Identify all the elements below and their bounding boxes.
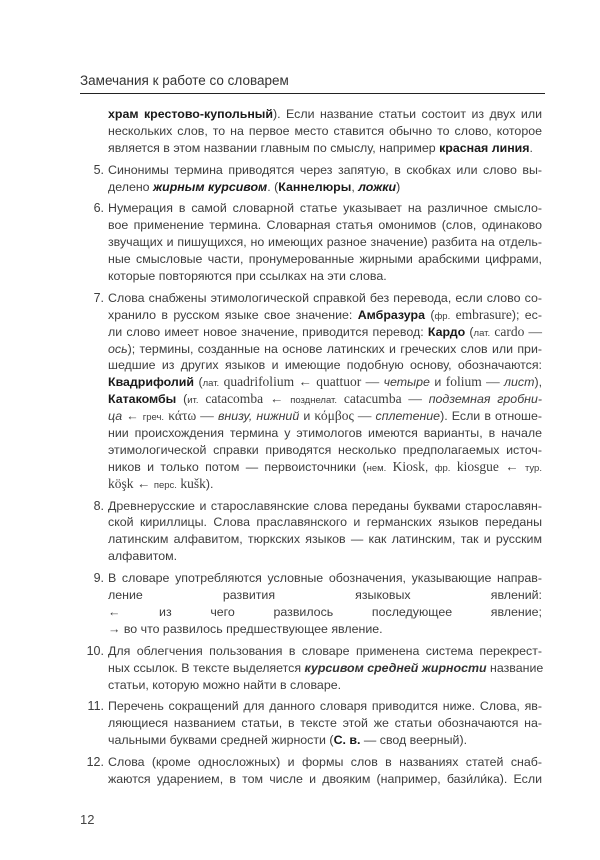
text-segment: , [351, 179, 359, 194]
text-segment: köşk ← [108, 475, 151, 491]
text-segment: ца [108, 409, 123, 424]
text-segment: cardo — [494, 323, 542, 339]
text-line [108, 200, 542, 217]
text-line [108, 268, 542, 285]
text-segment: алфавитом. [108, 549, 178, 564]
text-segment: ось [108, 341, 128, 356]
text-segment: название [486, 660, 544, 675]
text-segment: catacomba ← [205, 391, 284, 407]
text-line [108, 732, 542, 749]
text-segment: нии происхождения термина у этимологов имеются варианты, в начале [108, 426, 542, 441]
text-segment: подземная гробни- [428, 392, 543, 407]
text-segment: жирным курсивом [153, 179, 268, 194]
text-segment: Для облегчения пользования в словаре применена система перекрест- [108, 643, 542, 658]
text-line [108, 771, 542, 788]
text-segment: является в этом названии главным по смыслу, например [108, 140, 440, 155]
text-segment: ); термины, созданные на основе латинских и греческих слов или при- [127, 341, 542, 356]
text-segment: фр. [434, 310, 451, 322]
text-line [108, 660, 542, 677]
text-segment: . ( [267, 179, 279, 194]
text-segment: ли слово имеет новое значение, приводится перевод: [108, 324, 428, 339]
text-segment: ление развития языковых явлений: [108, 588, 542, 603]
text-segment: этимологической справки приводятся несколько предполагаемых источ- [108, 442, 542, 457]
text-segment: ); ес- [511, 307, 542, 322]
text-line [108, 570, 542, 587]
text-segment: чальными буквами средней жирности ( [108, 733, 334, 748]
text-segment [422, 392, 429, 406]
text-segment: catacumba — [343, 391, 422, 407]
text-line [108, 621, 542, 638]
header-rule [80, 93, 545, 94]
text-segment: ), [534, 375, 543, 390]
text-segment: ложки [358, 179, 397, 194]
text-segment: Синонимы термина приводятся через запятую, в скобках или слово вы- [108, 162, 542, 177]
text-line [108, 341, 542, 358]
text-line [108, 754, 542, 771]
text-line [108, 140, 542, 157]
text-segment: Нумерация в самой словарной статье указывает на различное смысло- [108, 201, 542, 216]
text-segment: шедшие из других языков и имеющие подобную основу, обозначаются: [108, 358, 542, 373]
text-line [108, 234, 542, 251]
text-segment: ). Если название статьи состоит из двух или [273, 107, 542, 121]
text-line [108, 442, 542, 459]
text-segment: ные смысловые части, пронумерованные жирными арабскими цифрами, [108, 252, 542, 267]
text-line [108, 391, 542, 408]
text-segment: Каннелюры [278, 179, 352, 194]
text-segment: ( [465, 324, 474, 339]
list-item [86, 643, 544, 694]
text-segment: ской кириллицы. Слова праславянского и германских языков переданы [108, 515, 542, 530]
text-segment: quadrifolium ← quattuor — [223, 374, 380, 390]
text-line [108, 324, 542, 341]
text-segment: κάτω — [168, 408, 214, 424]
text-segment: жаются ударением, в том числе и двояким (например, бази́ли́ка). Если [108, 771, 542, 786]
text-segment: делено [108, 179, 154, 194]
item-number: 6. [93, 201, 104, 216]
text-line [108, 251, 542, 268]
text-segment: . [529, 140, 533, 155]
text-segment: ) [396, 179, 401, 194]
text-line [108, 408, 542, 425]
list-item [108, 106, 542, 157]
text-segment: → во что развилось предшествующее явление. [108, 621, 383, 636]
list-item [93, 498, 542, 566]
text-segment: Древнерусские и старославянские слова переданы буквами старославян- [108, 498, 542, 513]
text-segment: красная линия [439, 140, 530, 155]
text-line [108, 715, 542, 732]
text-segment: Квадрифолий [108, 375, 195, 390]
text-segment: kiosgue ← [456, 458, 519, 474]
text-segment: нем. [366, 462, 387, 474]
text-segment: греч. [142, 412, 165, 424]
text-line [108, 290, 542, 307]
text-segment: лат. [202, 378, 220, 390]
text-segment: лист [504, 375, 535, 390]
item-number: 8. [93, 498, 104, 513]
item-number: 12. [86, 755, 104, 770]
text-segment: ников и только потом — первоисточники ( [108, 459, 367, 474]
text-line [108, 587, 542, 604]
text-line [108, 425, 542, 442]
text-line [108, 677, 542, 694]
text-segment: вое применение термина. Словарная статья омонимов (слов, одинаково [108, 218, 542, 233]
text-segment: фр. [434, 462, 451, 474]
list-item [93, 200, 542, 284]
text-segment: тур. [524, 462, 542, 474]
running-header: Замечания к работе со словарем [80, 73, 289, 88]
text-line [108, 307, 542, 324]
text-line [108, 123, 542, 140]
text-segment: Кардо [427, 324, 466, 339]
text-line [108, 357, 542, 374]
text-segment: — свод веерный). [360, 733, 468, 748]
text-segment: κόμβος — [314, 408, 372, 424]
text-line [108, 476, 542, 493]
text-segment: звучащих и пишущихся, но имеющих разное значение) разбита на отдель- [108, 235, 542, 250]
item-number: 7. [93, 290, 104, 305]
text-segment: перс. [153, 479, 177, 491]
text-line [108, 498, 542, 515]
text-segment: Перечень сокращений для данного словаря приводится ниже. Слова, яв- [108, 699, 542, 714]
text-segment: позднелат. [290, 395, 337, 407]
text-segment: Kiosk [392, 458, 425, 474]
text-segment: и [429, 375, 446, 390]
text-segment: ). [205, 476, 214, 491]
item-number: 5. [93, 162, 104, 177]
text-segment: сплетение [375, 409, 441, 424]
text-segment: ( [176, 392, 188, 407]
text-segment: ( [194, 375, 203, 390]
text-line [108, 459, 542, 476]
text-line [108, 217, 542, 234]
text-segment: храм крестово-купольный [108, 107, 273, 121]
text-segment: латинским алфавитом, тюркских языков — как латинским, так и русским [108, 532, 542, 547]
item-number: 11. [87, 699, 104, 714]
text-segment: лат. [473, 327, 491, 339]
text-line [108, 162, 542, 179]
text-segment: kušk [180, 475, 206, 491]
page-number: 12 [80, 812, 95, 827]
text-line [108, 514, 542, 531]
text-segment: ← из чего развилось последующее явление; [108, 604, 542, 619]
item-number: 9. [93, 571, 104, 586]
text-segment: ит. [187, 395, 199, 407]
text-segment: ляющиеся названием статьи, в тексте этой же статьи обозначаются на- [108, 716, 542, 731]
text-segment: которые повторяются при ссылках на эти слова. [108, 269, 387, 284]
text-segment: ← [122, 409, 143, 424]
text-segment: , [424, 459, 435, 474]
list-item [87, 698, 542, 749]
text-line [108, 106, 542, 123]
text-segment: и [299, 409, 315, 424]
page-body [86, 106, 544, 788]
text-segment: embrasure [455, 306, 512, 322]
text-line [108, 531, 542, 548]
text-line [108, 698, 542, 715]
text-segment: Слова (кроме односложных) и формы слов в названиях статей снаб- [108, 755, 542, 770]
text-segment: В словаре употребляются условные обозначения, указывающие направ- [108, 571, 542, 586]
text-line [108, 374, 542, 391]
text-segment: статьи, которую можно найти в словаре. [108, 677, 342, 692]
text-segment: Амбразура [357, 307, 425, 322]
list-item [93, 290, 543, 493]
text-segment: folium — [445, 374, 500, 390]
text-segment: ( [424, 307, 435, 322]
list-item [93, 162, 542, 196]
text-line [108, 604, 542, 621]
text-line [108, 179, 542, 196]
text-line [108, 643, 542, 660]
text-segment: нескольких слов, то на первое место ставится обычно то слово, которое [108, 123, 542, 138]
text-segment [337, 392, 344, 406]
text-segment: курсивом средней жирности [304, 660, 487, 675]
text-line [108, 548, 542, 565]
text-segment: Слова снабжены этимологической справкой без перевода, если слово со- [108, 290, 542, 305]
text-segment: ). Если в отноше- [440, 409, 543, 424]
text-segment: Катакомбы [108, 392, 177, 407]
text-segment: С. в. [333, 733, 361, 748]
text-segment: четыре [383, 375, 430, 390]
item-number: 10. [86, 643, 104, 658]
list-item [86, 754, 542, 788]
text-segment: ных ссылок. В тексте выделяется [108, 660, 305, 675]
text-segment: внизу, нижний [217, 409, 300, 424]
text-segment: хранило в русском языке свое значение: [108, 307, 358, 322]
list-item [93, 570, 542, 638]
